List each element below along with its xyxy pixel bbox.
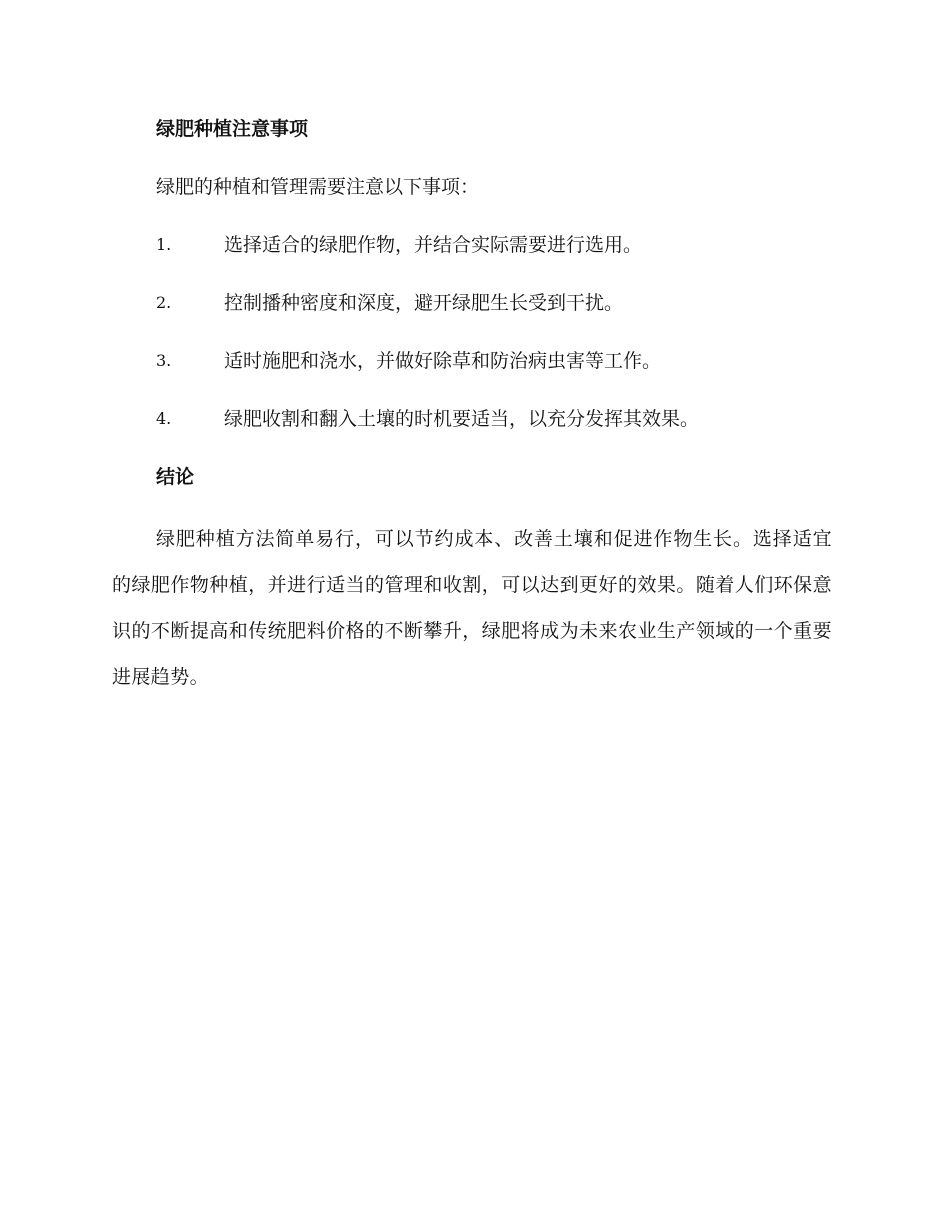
- list-item-number: 4.: [156, 409, 172, 428]
- list-item-number: 1.: [156, 235, 172, 254]
- list-item-text: 选择适合的绿肥作物，并结合实际需要进行选用。: [224, 234, 643, 256]
- list-item: [112, 400, 832, 438]
- conclusion-paragraph: 绿肥种植方法简单易行，可以节约成本、改善土壤和促进作物生长。选择适宜的绿肥作物种植，并进行适当的管理和收割，可以达到更好的效果。随着人们环保意识的不断提高和传统肥料价格的不断攀升，绿肥将成为未来农业生产领域的一个重要进展趋势。: [112, 528, 832, 688]
- notes-list: [112, 226, 832, 438]
- list-item: [112, 226, 832, 264]
- list-item-text: 控制播种密度和深度，避开绿肥生长受到干扰。: [224, 292, 624, 314]
- list-item-number: 2.: [156, 293, 172, 312]
- list-item: [112, 284, 832, 322]
- list-item-number: 3.: [156, 351, 172, 370]
- section-heading-conclusion: 结论: [156, 466, 195, 488]
- document-content: [112, 110, 832, 700]
- list-item-text: 适时施肥和浇水，并做好除草和防治病虫害等工作。: [224, 350, 662, 372]
- list-item-text: 绿肥收割和翻入土壤的时机要适当，以充分发挥其效果。: [224, 408, 700, 430]
- list-item: [112, 342, 832, 380]
- section-heading-notes: 绿肥种植注意事项: [156, 118, 309, 140]
- notes-intro: 绿肥的种植和管理需要注意以下事项：: [156, 176, 480, 198]
